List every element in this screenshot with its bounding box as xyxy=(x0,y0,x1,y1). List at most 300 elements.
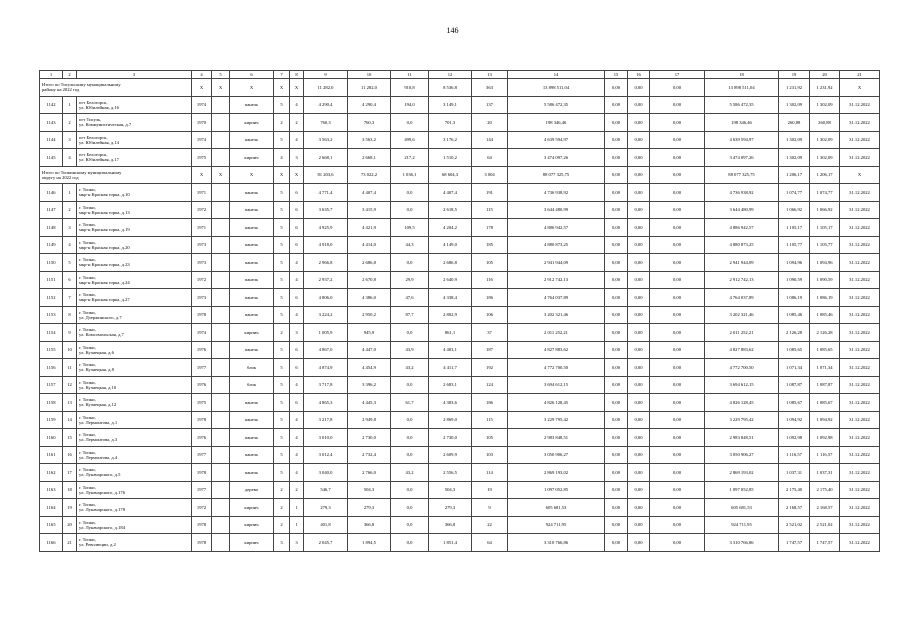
row-id-cell: 1146 xyxy=(40,184,63,202)
value-cell: 2 668,1 xyxy=(304,149,348,167)
table-body xyxy=(40,71,880,552)
address-line: ул. Луначарского, д.5 xyxy=(79,472,121,478)
value-cell: 105 xyxy=(472,254,508,272)
value-cell: 124 xyxy=(472,376,508,394)
value-cell: 2 869 193,02 xyxy=(705,464,779,482)
address-line: ул. Лермонтова, д.4 xyxy=(79,454,118,460)
address-line: г. Топки, xyxy=(79,362,96,368)
value-cell: 1 092,98 xyxy=(779,429,810,447)
value-cell: панель xyxy=(230,411,274,429)
value-cell: 1 116,57 xyxy=(810,446,840,464)
row-number-cell: 18 xyxy=(63,481,77,499)
value-cell: 0,00 xyxy=(605,516,628,534)
value-cell: 3 694 612,15 xyxy=(705,376,779,394)
address-cell xyxy=(77,359,192,377)
value-cell: 4 874,9 xyxy=(304,359,348,377)
row-number-cell: 4 xyxy=(63,236,77,254)
value-cell: 3 310 766,86 xyxy=(705,534,779,552)
value-cell: 1 085,65 xyxy=(810,341,840,359)
value-cell: 6 xyxy=(290,184,304,202)
value-cell: 760,3 xyxy=(304,114,348,132)
value-cell: 3 176,2 xyxy=(429,131,472,149)
value-cell: дерево xyxy=(230,481,274,499)
value-cell: 1 097 052,85 xyxy=(508,481,605,499)
value-cell: 9 xyxy=(472,499,508,517)
address-line: г. Топки, xyxy=(79,414,96,420)
address-line: г. Топки, xyxy=(79,449,96,455)
value-cell: 114 xyxy=(472,464,508,482)
value-cell: 0,00 xyxy=(605,131,628,149)
address-line: мкр-н Красная горка, д.24 xyxy=(79,279,130,285)
value-cell: 4 867,0 xyxy=(304,341,348,359)
value-cell: панель xyxy=(230,184,274,202)
value-cell: 31.12.2022 xyxy=(840,499,880,517)
value-cell: 6 xyxy=(290,219,304,237)
value-cell: 1974 xyxy=(192,324,212,342)
value-cell: 0,00 xyxy=(628,236,650,254)
value-cell: 1976 xyxy=(192,341,212,359)
row-id-cell: 1154 xyxy=(40,324,63,342)
value-cell xyxy=(212,131,230,149)
value-cell: 4 736 938,92 xyxy=(705,184,779,202)
address-line: ул. Юбилейная, д.14 xyxy=(79,139,119,145)
value-cell: 198 346,46 xyxy=(508,114,605,132)
value-cell xyxy=(212,394,230,412)
value-cell: 945,9 xyxy=(348,324,391,342)
table-row xyxy=(40,201,880,219)
value-cell xyxy=(212,114,230,132)
row-number-cell: 3 xyxy=(63,219,77,237)
value-cell: 20 xyxy=(472,114,508,132)
value-cell: 0,0 xyxy=(391,446,429,464)
value-cell: панель xyxy=(230,254,274,272)
value-cell: 115 xyxy=(472,411,508,429)
value-cell: панель xyxy=(230,201,274,219)
value-cell: 4 xyxy=(290,446,304,464)
subtotal-cell: 81 203,6 xyxy=(304,166,348,184)
address-line: г. Топки, xyxy=(79,239,96,245)
value-cell xyxy=(212,341,230,359)
value-cell: 366,8 xyxy=(348,516,391,534)
row-id-cell: 1161 xyxy=(40,446,63,464)
column-number-cell: 9 xyxy=(304,71,348,79)
value-cell: 0,00 xyxy=(605,534,628,552)
value-cell: 0,00 xyxy=(650,289,705,307)
value-cell: 2 045,7 xyxy=(304,534,348,552)
address-line: мкр-н Красная горка, д.27 xyxy=(79,297,130,303)
value-cell: 0,00 xyxy=(650,219,705,237)
value-cell: 47,6 xyxy=(391,289,429,307)
table-row xyxy=(40,516,880,534)
subtotal-cell: X xyxy=(840,79,880,97)
value-cell: 0,00 xyxy=(605,499,628,517)
value-cell xyxy=(212,236,230,254)
value-cell: 4 xyxy=(290,131,304,149)
value-cell: 31.12.2022 xyxy=(840,236,880,254)
value-cell: 0,00 xyxy=(605,341,628,359)
subtotal-cell: X xyxy=(192,79,212,97)
value-cell: 0,00 xyxy=(628,219,650,237)
value-cell xyxy=(212,516,230,534)
value-cell: 31.12.2022 xyxy=(840,446,880,464)
address-line: ул. Луначарского, д.178 xyxy=(79,507,126,513)
subtotal-cell: 11 282,0 xyxy=(304,79,348,97)
value-cell: 4 925,9 xyxy=(304,219,348,237)
value-cell: 0,00 xyxy=(605,394,628,412)
value-cell: 3 644 480,99 xyxy=(705,201,779,219)
value-cell: 0,00 xyxy=(605,324,628,342)
value-cell: 2 950,2 xyxy=(348,306,391,324)
value-cell: 3 229 795,42 xyxy=(508,411,605,429)
value-cell: 0,00 xyxy=(628,446,650,464)
value-cell: 31.12.2022 xyxy=(840,411,880,429)
value-cell: 31.12.2022 xyxy=(840,534,880,552)
value-cell: 31.12.2022 xyxy=(840,271,880,289)
value-cell: 4 806,0 xyxy=(304,289,348,307)
value-cell: 4 149,0 xyxy=(429,236,472,254)
column-number-row xyxy=(40,71,880,79)
value-cell: 1 092,98 xyxy=(810,429,840,447)
value-cell: 0,0 xyxy=(391,201,429,219)
value-cell: 31.12.2022 xyxy=(840,516,880,534)
value-cell: 2 618,5 xyxy=(429,201,472,219)
subtotal-cell: X xyxy=(212,79,230,97)
address-cell xyxy=(77,114,192,132)
value-cell: панель xyxy=(230,271,274,289)
value-cell: 3 563,2 xyxy=(304,131,348,149)
value-cell: 5 xyxy=(274,359,290,377)
value-cell: 0,00 xyxy=(650,534,705,552)
row-id-cell: 1144 xyxy=(40,131,63,149)
table-row xyxy=(40,499,880,517)
address-line: г. Топки, xyxy=(79,204,96,210)
value-cell: 192 xyxy=(472,359,508,377)
value-cell: кирпич xyxy=(230,516,274,534)
value-cell: 1 894,5 xyxy=(348,534,391,552)
value-cell: 1 094,92 xyxy=(779,411,810,429)
column-number-cell: 12 xyxy=(429,71,472,79)
value-cell: 0,0 xyxy=(391,534,429,552)
value-cell: 1972 xyxy=(192,499,212,517)
value-cell: 760,3 xyxy=(348,114,391,132)
value-cell: 4 xyxy=(290,271,304,289)
column-number-cell: 17 xyxy=(650,71,705,79)
value-cell: 1 302,09 xyxy=(810,149,840,167)
address-line: ул. Комсомольская, д.7 xyxy=(79,332,124,338)
value-cell xyxy=(212,254,230,272)
value-cell xyxy=(212,446,230,464)
value-cell: 5 xyxy=(274,446,290,464)
value-cell: 1 510,2 xyxy=(429,149,472,167)
value-cell xyxy=(212,499,230,517)
table-row xyxy=(40,114,880,132)
value-cell: 0,00 xyxy=(650,271,705,289)
table-row xyxy=(40,464,880,482)
value-cell: 2 168,57 xyxy=(779,499,810,517)
value-cell: 1974 xyxy=(192,131,212,149)
value-cell: 0,00 xyxy=(605,96,628,114)
value-cell: 6 xyxy=(290,289,304,307)
value-cell: 1 071,34 xyxy=(810,359,840,377)
value-cell: кирпич xyxy=(230,324,274,342)
value-cell: 0,00 xyxy=(650,254,705,272)
value-cell: 2 912 742,13 xyxy=(705,271,779,289)
row-id-cell: 1165 xyxy=(40,516,63,534)
value-cell: 61,7 xyxy=(391,394,429,412)
value-cell: 2 168,57 xyxy=(810,499,840,517)
value-cell: кирпич xyxy=(230,499,274,517)
value-cell: панель xyxy=(230,306,274,324)
value-cell: 4 880 873,25 xyxy=(705,236,779,254)
value-cell: 0,00 xyxy=(628,376,650,394)
value-cell: 0,00 xyxy=(628,341,650,359)
value-cell: 3 012,4 xyxy=(304,446,348,464)
table-row xyxy=(40,149,880,167)
value-cell: 924 711,95 xyxy=(508,516,605,534)
value-cell: 4 771,4 xyxy=(304,184,348,202)
value-cell: 2 521,02 xyxy=(779,516,810,534)
subtotal-cell: 0,00 xyxy=(650,166,705,184)
value-cell: 1978 xyxy=(192,306,212,324)
value-cell: 4 xyxy=(290,96,304,114)
address-line: г. Топки, xyxy=(79,292,96,298)
value-cell: 31.12.2022 xyxy=(840,219,880,237)
address-line: г. Топки, xyxy=(79,484,96,490)
address-line: г. Топки, xyxy=(79,379,96,385)
row-number-cell: 17 xyxy=(63,464,77,482)
value-cell: 0,00 xyxy=(650,446,705,464)
table-row xyxy=(40,429,880,447)
value-cell: 2 xyxy=(274,516,290,534)
value-cell: 2 730,0 xyxy=(429,429,472,447)
value-cell: 0,00 xyxy=(605,254,628,272)
value-cell: 1973 xyxy=(192,289,212,307)
value-cell: 4 xyxy=(290,464,304,482)
value-cell: панель xyxy=(230,429,274,447)
value-cell: 6 xyxy=(290,394,304,412)
value-cell: 1978 xyxy=(192,464,212,482)
value-cell: 31.12.2022 xyxy=(840,324,880,342)
address-line: ул. Кузнецкая, д.10 xyxy=(79,384,117,390)
row-number-cell: 15 xyxy=(63,429,77,447)
value-cell: 0,00 xyxy=(628,96,650,114)
table-row xyxy=(40,376,880,394)
subtotal-cell: 88 077 325,75 xyxy=(705,166,779,184)
value-cell: 924 711,95 xyxy=(705,516,779,534)
value-cell: 0,0 xyxy=(391,324,429,342)
column-number-cell: 13 xyxy=(472,71,508,79)
address-cell xyxy=(77,499,192,517)
page-number: 146 xyxy=(446,26,459,35)
value-cell: 6 xyxy=(290,201,304,219)
value-cell: 5 xyxy=(274,429,290,447)
value-cell: 3 050 906,27 xyxy=(705,446,779,464)
address-line: г. Топки, xyxy=(79,537,96,543)
value-cell: 43,2 xyxy=(391,359,429,377)
value-cell: 31.12.2022 xyxy=(840,289,880,307)
table-row xyxy=(40,446,880,464)
value-cell: 3 635,7 xyxy=(304,201,348,219)
value-cell: 1 094,96 xyxy=(779,254,810,272)
address-line: г. Топки, xyxy=(79,327,96,333)
row-id-cell: 1145 xyxy=(40,149,63,167)
value-cell: 1 074,77 xyxy=(810,184,840,202)
value-cell: 187 xyxy=(472,341,508,359)
value-cell: 0,00 xyxy=(605,289,628,307)
value-cell: панель xyxy=(230,96,274,114)
value-cell: 2 175,40 xyxy=(810,481,840,499)
address-cell xyxy=(77,131,192,149)
value-cell: 5 xyxy=(274,411,290,429)
subtotal-cell: X xyxy=(290,79,304,97)
subtotal-cell: 13 898 511,04 xyxy=(508,79,605,97)
subtotal-label-line: Итого по Тисульскому муниципальному xyxy=(42,82,121,88)
value-cell: 5 586 472,35 xyxy=(705,96,779,114)
column-number-cell: 16 xyxy=(628,71,650,79)
value-cell: 1 097 052,85 xyxy=(705,481,779,499)
address-line: пгт Белогорск, xyxy=(79,152,108,158)
address-line: ул. Лермонтова, д.3 xyxy=(79,437,118,443)
subtotal-cell: X xyxy=(274,79,290,97)
value-cell: 2 126,28 xyxy=(810,324,840,342)
value-cell: 4 827 883,62 xyxy=(508,341,605,359)
value-cell: 499,6 xyxy=(391,131,429,149)
value-cell: 19 xyxy=(472,481,508,499)
value-cell: 31.12.2022 xyxy=(840,376,880,394)
value-cell: 43,9 xyxy=(391,341,429,359)
value-cell: 2 912 742,13 xyxy=(508,271,605,289)
value-cell: 2 766,0 xyxy=(348,464,391,482)
value-cell: 0,00 xyxy=(650,429,705,447)
value-cell: 3 xyxy=(290,324,304,342)
row-number-cell: 7 xyxy=(63,289,77,307)
subtotal-label-line: округу на 2022 год xyxy=(42,174,79,180)
value-cell: 0,00 xyxy=(605,271,628,289)
value-cell: 3 217,8 xyxy=(304,411,348,429)
value-cell: 0,00 xyxy=(650,324,705,342)
value-cell: кирпич xyxy=(230,114,274,132)
address-line: ул. Дзержинского, д.7 xyxy=(79,314,122,320)
value-cell: 106 xyxy=(472,306,508,324)
address-line: мкр-н Красная горка, д.13 xyxy=(79,209,130,215)
address-line: ул. Лермонтова, д.1 xyxy=(79,419,118,425)
value-cell: 2 937,2 xyxy=(304,271,348,289)
value-cell: 546,7 xyxy=(304,481,348,499)
table-row xyxy=(40,534,880,552)
value-cell: 1 087,87 xyxy=(810,376,840,394)
value-cell: 0,00 xyxy=(628,289,650,307)
subtotal-cell: 88 077 325,75 xyxy=(508,166,605,184)
address-line: г. Топки, xyxy=(79,344,96,350)
value-cell: 0,0 xyxy=(391,429,429,447)
value-cell: 0,00 xyxy=(650,149,705,167)
value-cell: 4 764 037,89 xyxy=(705,289,779,307)
table-row xyxy=(40,481,880,499)
value-cell: 1 302,09 xyxy=(779,131,810,149)
value-cell: 1 037,31 xyxy=(810,464,840,482)
value-cell: 217,2 xyxy=(391,149,429,167)
value-cell: 185 xyxy=(472,236,508,254)
value-cell: 1 037,31 xyxy=(779,464,810,482)
value-cell: 0,00 xyxy=(605,376,628,394)
row-number-cell: 10 xyxy=(63,341,77,359)
value-cell xyxy=(212,429,230,447)
value-cell: 1977 xyxy=(192,481,212,499)
value-cell: 3 010,0 xyxy=(304,429,348,447)
value-cell: 0,00 xyxy=(628,324,650,342)
value-cell: 1 071,34 xyxy=(779,359,810,377)
subtotal-cell: 3 004 xyxy=(472,166,508,184)
value-cell: 31.12.2022 xyxy=(840,464,880,482)
subtotal-label-line: Итого по Топкинскому муниципальному xyxy=(42,169,122,175)
value-cell: 1 090,59 xyxy=(779,271,810,289)
value-cell: 2 xyxy=(274,499,290,517)
value-cell: 4 886 942,57 xyxy=(508,219,605,237)
value-cell: 504,3 xyxy=(429,481,472,499)
value-cell: 3 040,0 xyxy=(304,464,348,482)
value-cell: 4 886 942,57 xyxy=(705,219,779,237)
address-line: г. Топки, xyxy=(79,257,96,263)
address-cell xyxy=(77,394,192,412)
row-id-cell: 1151 xyxy=(40,271,63,289)
table-row xyxy=(40,96,880,114)
table-row xyxy=(40,289,880,307)
value-cell: 4 865,3 xyxy=(304,394,348,412)
value-cell: 1977 xyxy=(192,359,212,377)
value-cell: 5 xyxy=(274,184,290,202)
value-cell: 1 085,65 xyxy=(779,341,810,359)
value-cell: 0,0 xyxy=(391,184,429,202)
value-cell: 0,00 xyxy=(628,464,650,482)
value-cell: 3 474 097,26 xyxy=(508,149,605,167)
value-cell: 0,00 xyxy=(605,411,628,429)
value-cell: 2 730,0 xyxy=(348,429,391,447)
value-cell: 2 126,28 xyxy=(779,324,810,342)
value-cell: 1 302,09 xyxy=(779,149,810,167)
value-cell: 1974 xyxy=(192,96,212,114)
value-cell: панель xyxy=(230,464,274,482)
value-cell: 1 105,17 xyxy=(810,219,840,237)
address-line: ул. Кузнецкая, д.12 xyxy=(79,402,117,408)
column-number-cell: 6 xyxy=(230,71,274,79)
value-cell: 1977 xyxy=(192,446,212,464)
column-number-cell: 3 xyxy=(77,71,192,79)
value-cell: 1975 xyxy=(192,149,212,167)
table-row xyxy=(40,394,880,412)
value-cell: 137 xyxy=(472,96,508,114)
value-cell: 0,00 xyxy=(650,516,705,534)
value-cell: 1 105,17 xyxy=(779,219,810,237)
value-cell: 5 xyxy=(274,201,290,219)
value-cell: 2 983 848,51 xyxy=(705,429,779,447)
value-cell: 504,3 xyxy=(348,481,391,499)
row-number-cell: 19 xyxy=(63,499,77,517)
value-cell: 3 563,2 xyxy=(348,131,391,149)
value-cell: 4 827 883,62 xyxy=(705,341,779,359)
value-cell: 0,00 xyxy=(605,149,628,167)
value-cell: 3 xyxy=(290,534,304,552)
value-cell: 0,00 xyxy=(628,429,650,447)
address-cell xyxy=(77,96,192,114)
address-line: ул. Юбилейная, д.16 xyxy=(79,104,119,110)
value-cell xyxy=(212,306,230,324)
value-cell: 0,0 xyxy=(391,114,429,132)
value-cell: 0,0 xyxy=(391,254,429,272)
value-cell: 4 764 037,89 xyxy=(508,289,605,307)
row-id-cell: 1149 xyxy=(40,236,63,254)
value-cell: 4 290,4 xyxy=(304,96,348,114)
address-cell xyxy=(77,481,192,499)
